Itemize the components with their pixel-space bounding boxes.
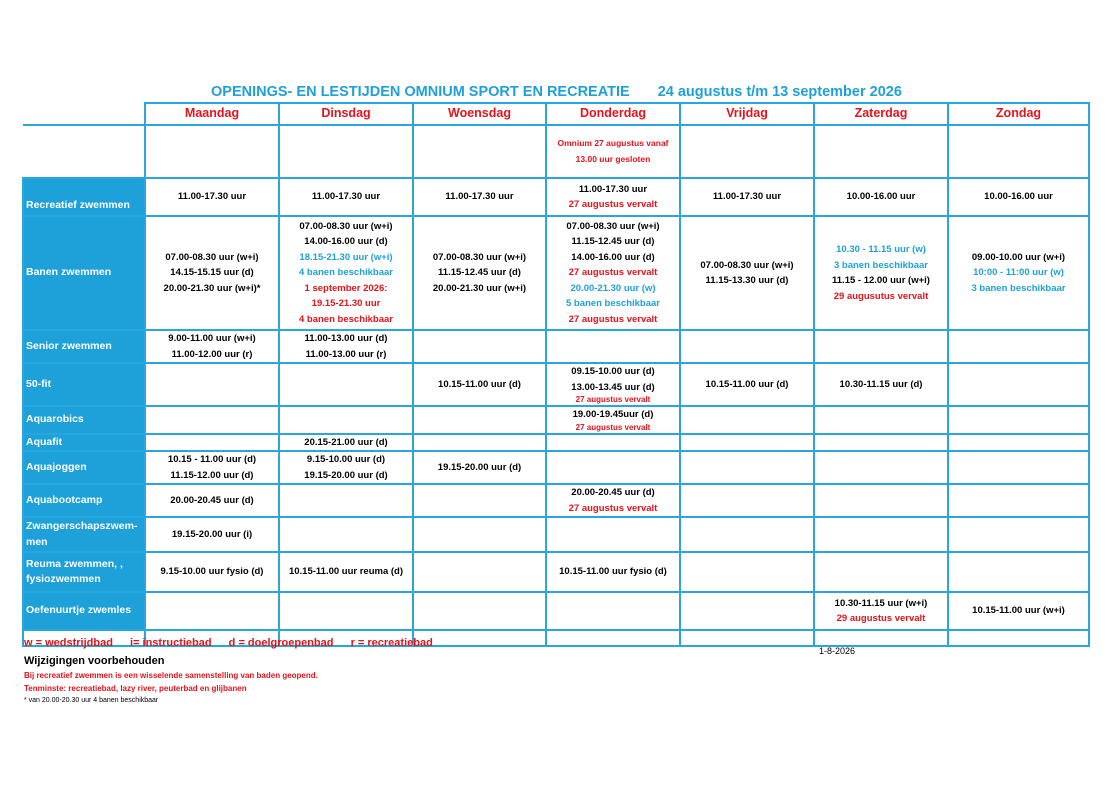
time-slot: 11.15-12.00 uur (d) — [170, 469, 254, 481]
time-slot: 07.00-08.30 uur (w+i) — [165, 251, 259, 263]
day-header: Woensdag — [413, 103, 546, 125]
schedule-row — [23, 330, 1089, 363]
time-slot: 10.30-11.15 uur (w+i) — [834, 597, 928, 609]
day-header: Zondag — [948, 103, 1089, 125]
title-main: OPENINGS- EN LESTIJDEN OMNIUM SPORT EN RECREATIE — [211, 84, 630, 100]
schedule-row — [23, 178, 1089, 216]
time-cell — [145, 517, 279, 552]
notice-label-cell — [23, 125, 145, 178]
schedule-row — [23, 406, 1089, 434]
blank-cell — [546, 630, 680, 646]
time-cell — [546, 363, 680, 406]
title-period: 24 augustus t/m 13 september 2026 — [657, 84, 902, 100]
time-cell — [145, 406, 279, 434]
time-cell — [546, 178, 680, 216]
time-slot: 09.15-10.00 uur (d) — [571, 366, 655, 377]
time-cell — [279, 434, 413, 452]
time-slot: 19.15-20.00 uur (i) — [171, 528, 253, 540]
time-cell — [546, 517, 680, 552]
time-slot: 27 augustus vervalt — [568, 502, 658, 514]
time-cell — [814, 451, 948, 484]
time-cell — [546, 451, 680, 484]
time-slot: 07.00-08.30 uur (w+i) — [432, 251, 527, 263]
time-cell — [413, 178, 546, 216]
time-cell — [413, 216, 546, 330]
time-cell — [680, 330, 814, 363]
time-slot: 4 banen beschikbaar — [299, 267, 393, 279]
time-cell — [948, 484, 1089, 517]
time-slot: 11.15-12.45 uur (d) — [571, 236, 655, 248]
recreation-minimum-note: Tenminste: recreatiebad, lazy river, peuterbad en glijbanen — [24, 684, 247, 693]
time-cell — [546, 552, 680, 592]
time-slot: 13.00-13.45 uur (d) — [571, 381, 655, 393]
notice-cell — [948, 125, 1089, 178]
legend — [24, 637, 447, 649]
time-cell — [814, 434, 948, 452]
notice-cell — [279, 125, 413, 178]
time-cell — [413, 363, 546, 406]
time-slot: 5 banen beschikbaar — [566, 298, 660, 310]
notice-cell-thursday — [546, 125, 680, 178]
time-cell — [145, 552, 279, 592]
time-slot: 20.15-21.00 uur (d) — [304, 436, 388, 448]
time-cell — [680, 592, 814, 630]
time-slot: 19.15-20.00 uur (d) — [304, 469, 388, 481]
time-slot: 11.15-13.30 uur (d) — [705, 275, 789, 286]
time-slot: 27 augustus vervalt — [568, 267, 658, 279]
schedule-table — [22, 102, 1090, 647]
time-cell — [279, 484, 413, 517]
time-slot: 10.15 - 11.00 uur (d) — [167, 454, 257, 465]
schedule-row — [23, 434, 1089, 452]
time-slot: 20.00-20.45 uur (d) — [571, 487, 655, 498]
time-cell — [279, 216, 413, 330]
time-slot: 07.00-08.30 uur (w+i) — [700, 259, 794, 271]
time-cell — [680, 363, 814, 406]
time-cell — [948, 552, 1089, 592]
time-slot: 20.00-21.30 uur (w+i)* — [163, 282, 261, 294]
time-slot: 11.00-17.30 uur — [177, 191, 247, 203]
notice-cell — [814, 125, 948, 178]
time-cell — [814, 552, 948, 592]
time-cell — [413, 484, 546, 517]
time-cell — [814, 363, 948, 406]
time-cell — [546, 406, 680, 434]
time-slot: 11.00-17.30 uur — [445, 191, 514, 203]
time-slot: 11.15 - 12.00 uur (w+i) — [832, 275, 930, 286]
activity-label: Aquajoggen — [23, 451, 145, 484]
time-cell — [279, 517, 413, 552]
day-header: Vrijdag — [680, 103, 814, 125]
time-slot: 19.15-21.30 uur — [311, 298, 381, 310]
notice-row — [23, 125, 1089, 178]
time-cell — [279, 363, 413, 406]
time-cell — [279, 178, 413, 216]
schedule-row — [23, 216, 1089, 330]
time-cell — [680, 484, 814, 517]
time-cell — [814, 484, 948, 517]
day-header-row — [23, 103, 1089, 125]
time-cell — [680, 552, 814, 592]
notice-cell — [145, 125, 279, 178]
activity-label: Recreatief zwemmen — [23, 178, 145, 216]
time-cell — [546, 484, 680, 517]
time-cell — [546, 216, 680, 330]
time-slot: 10.00-16.00 uur — [984, 191, 1053, 203]
legend-item: r = recreatiebad — [350, 637, 433, 649]
time-slot: 07.00-08.30 uur (w+i) — [299, 220, 393, 232]
document-date: 1-8-2026 — [819, 646, 856, 656]
recreation-note: Bij recreatief zwemmen is een wisselende samenstelling van baden geopend. — [24, 671, 318, 680]
legend-item: i= instructiebad — [130, 637, 212, 649]
time-slot: 10:00 - 11:00 uur (w) — [973, 267, 1064, 279]
time-cell — [279, 592, 413, 630]
time-cell — [413, 434, 546, 452]
blank-cell — [814, 630, 948, 646]
time-cell — [145, 363, 279, 406]
time-cell — [145, 178, 279, 216]
time-slot: 10.30 - 11.15 uur (w) — [836, 244, 926, 255]
time-cell — [413, 330, 546, 363]
schedule-row — [23, 592, 1089, 630]
time-slot: 20.00-20.45 uur (d) — [170, 494, 254, 506]
time-cell — [680, 517, 814, 552]
footnote: * van 20.00-20.30 uur 4 banen beschikbaar — [24, 697, 159, 704]
schedule-row — [23, 484, 1089, 517]
time-slot: 10.15-11.00 uur (d) — [705, 378, 789, 390]
time-slot: 14.00-16.00 uur (d) — [304, 236, 388, 248]
time-cell — [680, 451, 814, 484]
day-header: Maandag — [145, 103, 279, 125]
time-cell — [948, 451, 1089, 484]
time-slot: 11.00-12.00 uur (r) — [171, 348, 253, 360]
schedule-row — [23, 552, 1089, 592]
time-cell — [814, 517, 948, 552]
time-cell — [546, 592, 680, 630]
time-slot: 09.00-10.00 uur (w+i) — [971, 251, 1066, 263]
blank-cell — [680, 630, 814, 646]
time-cell — [814, 406, 948, 434]
activity-label: Aquafit — [23, 434, 145, 452]
time-slot: 19.00-19.45uur (d) — [572, 409, 654, 420]
time-cell — [948, 592, 1089, 630]
time-slot: 4 banen beschikbaar — [299, 313, 393, 325]
activity-label: Oefenuurtje zwemles — [23, 592, 145, 630]
notice-line: 13.00 uur gesloten — [575, 153, 651, 164]
activity-label: 50-fit — [23, 363, 145, 406]
time-slot: 14.00-16.00 uur (d) — [571, 251, 655, 263]
blank-cell — [948, 630, 1089, 646]
time-slot: 19.15-20.00 uur (d) — [437, 461, 522, 473]
page-title — [211, 84, 902, 100]
notice-cell — [680, 125, 814, 178]
time-cell — [279, 552, 413, 592]
schedule-row — [23, 363, 1089, 406]
time-cell — [279, 406, 413, 434]
activity-label: Aquabootcamp — [23, 484, 145, 517]
activity-label: Senior zwemmen — [23, 330, 145, 363]
schedule-row — [23, 517, 1089, 552]
time-slot: 27 augustus vervalt — [568, 199, 658, 210]
time-cell — [948, 406, 1089, 434]
time-slot: 3 banen beschikbaar — [971, 282, 1066, 294]
time-cell — [814, 592, 948, 630]
time-slot: 1 september 2026: — [304, 282, 388, 294]
activity-label: Aquarobics — [23, 406, 145, 434]
time-cell — [279, 330, 413, 363]
time-slot: 10.30-11.15 uur (d) — [839, 378, 923, 390]
time-slot: 3 banen beschikbaar — [834, 259, 928, 271]
time-cell — [145, 216, 279, 330]
time-slot: 11.15-12.45 uur (d) — [438, 267, 521, 279]
time-cell — [948, 517, 1089, 552]
time-cell — [814, 330, 948, 363]
time-slot: 10.15-11.00 uur reuma (d) — [288, 566, 404, 578]
time-cell — [413, 406, 546, 434]
time-slot: 10.00-16.00 uur — [846, 191, 916, 203]
time-cell — [680, 178, 814, 216]
time-slot: 27 augustus vervalt — [575, 395, 651, 404]
time-cell — [948, 363, 1089, 406]
changes-note: Wijzigingen voorbehouden — [24, 655, 165, 667]
time-slot: 18.15-21.30 uur (w+i) — [299, 251, 393, 263]
time-slot: 10.15-11.00 uur (w+i) — [972, 605, 1065, 617]
time-cell — [948, 216, 1089, 330]
notice-cell — [413, 125, 546, 178]
legend-item: w = wedstrijdbad — [24, 637, 113, 649]
time-cell — [145, 330, 279, 363]
notice-line: Omnium 27 augustus vanaf — [557, 138, 669, 148]
time-cell — [948, 434, 1089, 452]
time-slot: 9.00-11.00 uur (w+i) — [168, 333, 256, 344]
time-cell — [680, 406, 814, 434]
time-cell — [546, 434, 680, 452]
time-slot: 10.15-11.00 uur fysio (d) — [559, 566, 667, 578]
time-cell — [145, 434, 279, 452]
time-cell — [413, 552, 546, 592]
time-cell — [680, 216, 814, 330]
time-slot: 27 augustus vervalt — [568, 313, 658, 325]
time-slot: 9.15-10.00 uur fysio (d) — [160, 566, 264, 578]
time-cell — [145, 592, 279, 630]
time-slot: 11.00-17.30 uur — [311, 191, 381, 203]
time-cell — [680, 434, 814, 452]
time-slot: 29 augustus vervalt — [836, 613, 926, 624]
time-cell — [279, 451, 413, 484]
time-slot: 27 augustus vervalt — [575, 422, 651, 432]
legend-item: d = doelgroepenbad — [228, 637, 334, 649]
activity-label: Banen zwemmen — [23, 216, 145, 330]
time-slot: 9.15-10.00 uur (d) — [306, 454, 386, 465]
activity-label: Zwangerschapszwem-men — [23, 517, 145, 552]
time-slot: 29 augusutus vervalt — [833, 290, 929, 302]
time-slot: 14.15-15.15 uur (d) — [170, 267, 254, 279]
activity-label: Reuma zwemmen, , fysiozwemmen — [23, 552, 145, 592]
time-slot: 20.00-21.30 uur (w+i) — [432, 282, 527, 294]
time-cell — [413, 517, 546, 552]
time-slot: 20.00-21.30 uur (w) — [570, 282, 656, 294]
time-cell — [814, 178, 948, 216]
schedule-row — [23, 451, 1089, 484]
day-header: Zaterdag — [814, 103, 948, 125]
time-slot: 07.00-08.30 uur (w+i) — [566, 220, 660, 232]
time-cell — [413, 592, 546, 630]
time-slot: 10.15-11.00 uur (d) — [438, 378, 521, 390]
time-slot: 11.00-17.30 uur — [578, 183, 648, 195]
time-cell — [948, 178, 1089, 216]
time-cell — [145, 484, 279, 517]
day-header: Donderdag — [546, 103, 680, 125]
time-cell — [948, 330, 1089, 363]
time-cell — [814, 216, 948, 330]
time-cell — [546, 330, 680, 363]
day-header: Dinsdag — [279, 103, 413, 125]
time-cell — [413, 451, 546, 484]
time-cell — [145, 451, 279, 484]
header-corner — [23, 103, 145, 125]
time-slot: 11.00-17.30 uur — [712, 191, 782, 203]
time-slot: 11.00-13.00 uur (d) — [304, 333, 388, 344]
time-slot: 11.00-13.00 uur (r) — [305, 348, 387, 360]
